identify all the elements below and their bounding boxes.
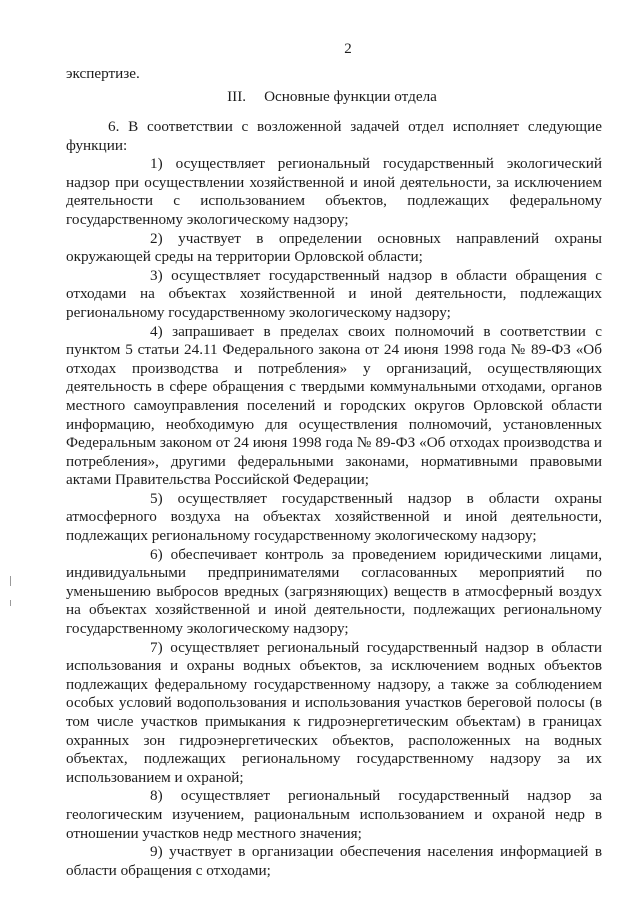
scan-artifact-mark	[10, 576, 11, 586]
list-item-text: участвует в определении основных направлений охраны окружающей среды на территории Орловской области;	[66, 229, 602, 266]
list-item-marker: 8)	[150, 787, 163, 805]
list-item	[66, 155, 602, 229]
list-item-marker: 4)	[150, 322, 163, 340]
document-body	[66, 118, 602, 880]
list-item-text: осуществляет региональный государственный экологический надзор при осуществлении хозяйственной и иной деятельности, за исключением деятельности с использованием объектов, подлежащих федеральному государственному экологическому надзору;	[66, 155, 603, 228]
list-item-marker: 9)	[150, 843, 163, 861]
section-heading	[12, 88, 640, 107]
list-item	[66, 787, 602, 843]
list-item-text: обеспечивает контроль за проведением юридическими лицами, индивидуальными предпринимателями согласованных мероприятий по уменьшению выбросов вредных (загрязняющих) веществ в атмосферный воздух на объектах хозяйственной и иной деятельности, подлежащих региональному государственному экологическому надзору;	[66, 545, 603, 638]
list-item-text: осуществляет региональный государственный надзор за геологическим изучением, рациональным использованием и охраной недр в отношении участков недр местного значения;	[66, 787, 603, 842]
list-item-text: участвует в организации обеспечения населения информацией в области обращения с отходами;	[66, 843, 602, 879]
page-number: 2	[344, 41, 352, 57]
list-item-marker: 2)	[150, 229, 163, 247]
list-item	[66, 230, 602, 267]
list-item	[66, 843, 602, 880]
section-numeral: III.	[227, 88, 247, 105]
scan-artifact-mark	[10, 600, 11, 606]
list-item-marker: 1)	[150, 155, 163, 173]
list-item	[66, 639, 602, 788]
list-item	[66, 490, 602, 546]
section-title: Основные функции отдела	[264, 88, 437, 105]
continued-text-line: экспертизе.	[66, 65, 140, 82]
list-item	[66, 323, 602, 490]
list-item	[66, 546, 602, 639]
intro-paragraph: 6. В соответствии с возложенной задачей отдел исполняет следующие функции:	[66, 118, 602, 154]
list-item-text: осуществляет государственный надзор в области охраны атмосферного воздуха на объектах хозяйственной и иной деятельности, подлежащих региональному государственному экологическому надзору;	[66, 489, 602, 545]
list-item-text: запрашивает в пределах своих полномочий в соответствии с пунктом 5 статьи 24.11 Федерального закона от 24 июня 1998 года № 89-ФЗ «Об отходах производства и потребления» у организаций, осуществляющих деятельность в сфере обращения с твердыми коммунальными отходами, органов местного самоуправления поселений и городских округов Орловской области информацию, необходимую для осуществления полномочий, установленных Федеральным законом от 24 июня 1998 года № 89-ФЗ «Об отходах производства и потребления», другими федеральными законами, нормативными правовыми актами Правительства Российской Федерации;	[66, 322, 603, 489]
list-item-marker: 5)	[150, 489, 163, 507]
list-item-text: осуществляет региональный государственный надзор в области использования и охраны водных объектов, за исключением водных объектов подлежащих федеральному государственному надзору, а также за соблюдением особых условий водопользования и использования участков береговой полосы (в том числе участков примыкания к гидроэнергетическим объектам) в границах охранных зон гидроэнергетических объектов, расположенных на водных объектах, подлежащих региональному государственному надзору за их использованием и охраной;	[66, 638, 603, 786]
list-item-marker: 6)	[150, 545, 163, 563]
list-item-text: осуществляет государственный надзор в области обращения с отходами на объектах хозяйственной и иной деятельности, подлежащих региональному государственному экологическому надзору;	[66, 266, 602, 321]
list-item	[66, 267, 602, 323]
list-item-marker: 7)	[150, 638, 163, 656]
list-item-marker: 3)	[150, 266, 163, 284]
